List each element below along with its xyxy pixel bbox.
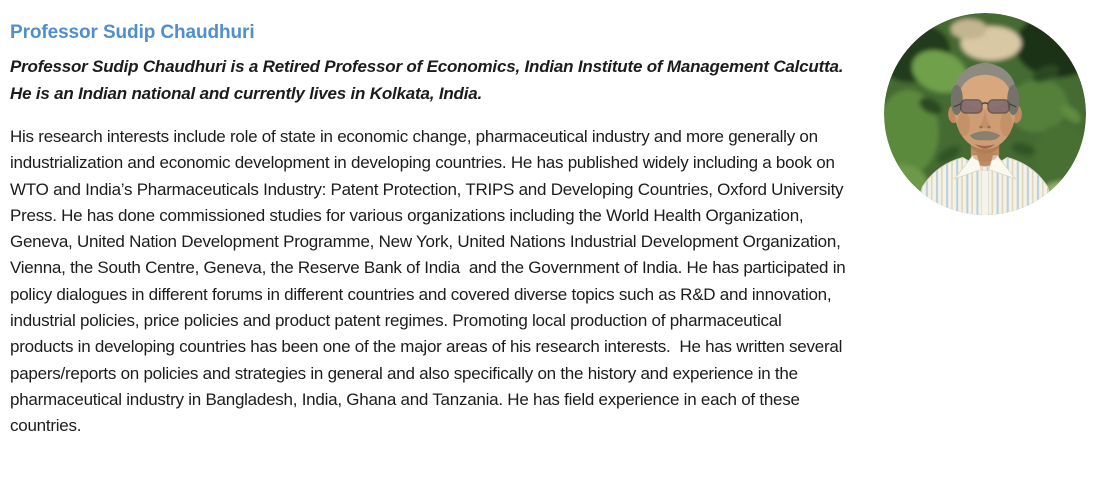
profile-text-column [10,20,848,440]
portrait-photo-image [884,13,1086,215]
profile-photo [884,13,1086,215]
profile-bio-text: His research interests include role of state in economic change, pharmaceutical industry and more generally on industrialization and economic development in developing countries. He has published widely including a book on WTO and India’s Pharmaceuticals Industry: Patent Protection, TRIPS and Developing Countries, Oxford University Press. He has done commissioned studies for various organizations including the World Health Organization, Geneva, United Nation Development Programme, New York, United Nations Industrial Development Organization, Vienna, the South Centre, Geneva, the Reserve Bank of India and the Government of India. He has participated in policy dialogues in different forums in different countries and covered diverse topics such as R&D and innovation, industrial policies, price policies and product patent regimes. Promoting local production of pharmaceutical products in developing countries has been one of the major areas of his research interests. He has written several papers/reports on policies and strategies in general and also specifically on the history and experience in the pharmaceutical industry in Bangladesh, India, Ghana and Tanzania. He has field experience in each of these countries. [10,127,850,436]
profile-intro-text: Professor Sudip Chaudhuri is a Retired Professor of Economics, Indian Institute of Management Calcutta. He is an Indian national and currently lives in Kolkata, India. [10,57,848,103]
profile-name-heading: Professor Sudip Chaudhuri [10,22,255,43]
